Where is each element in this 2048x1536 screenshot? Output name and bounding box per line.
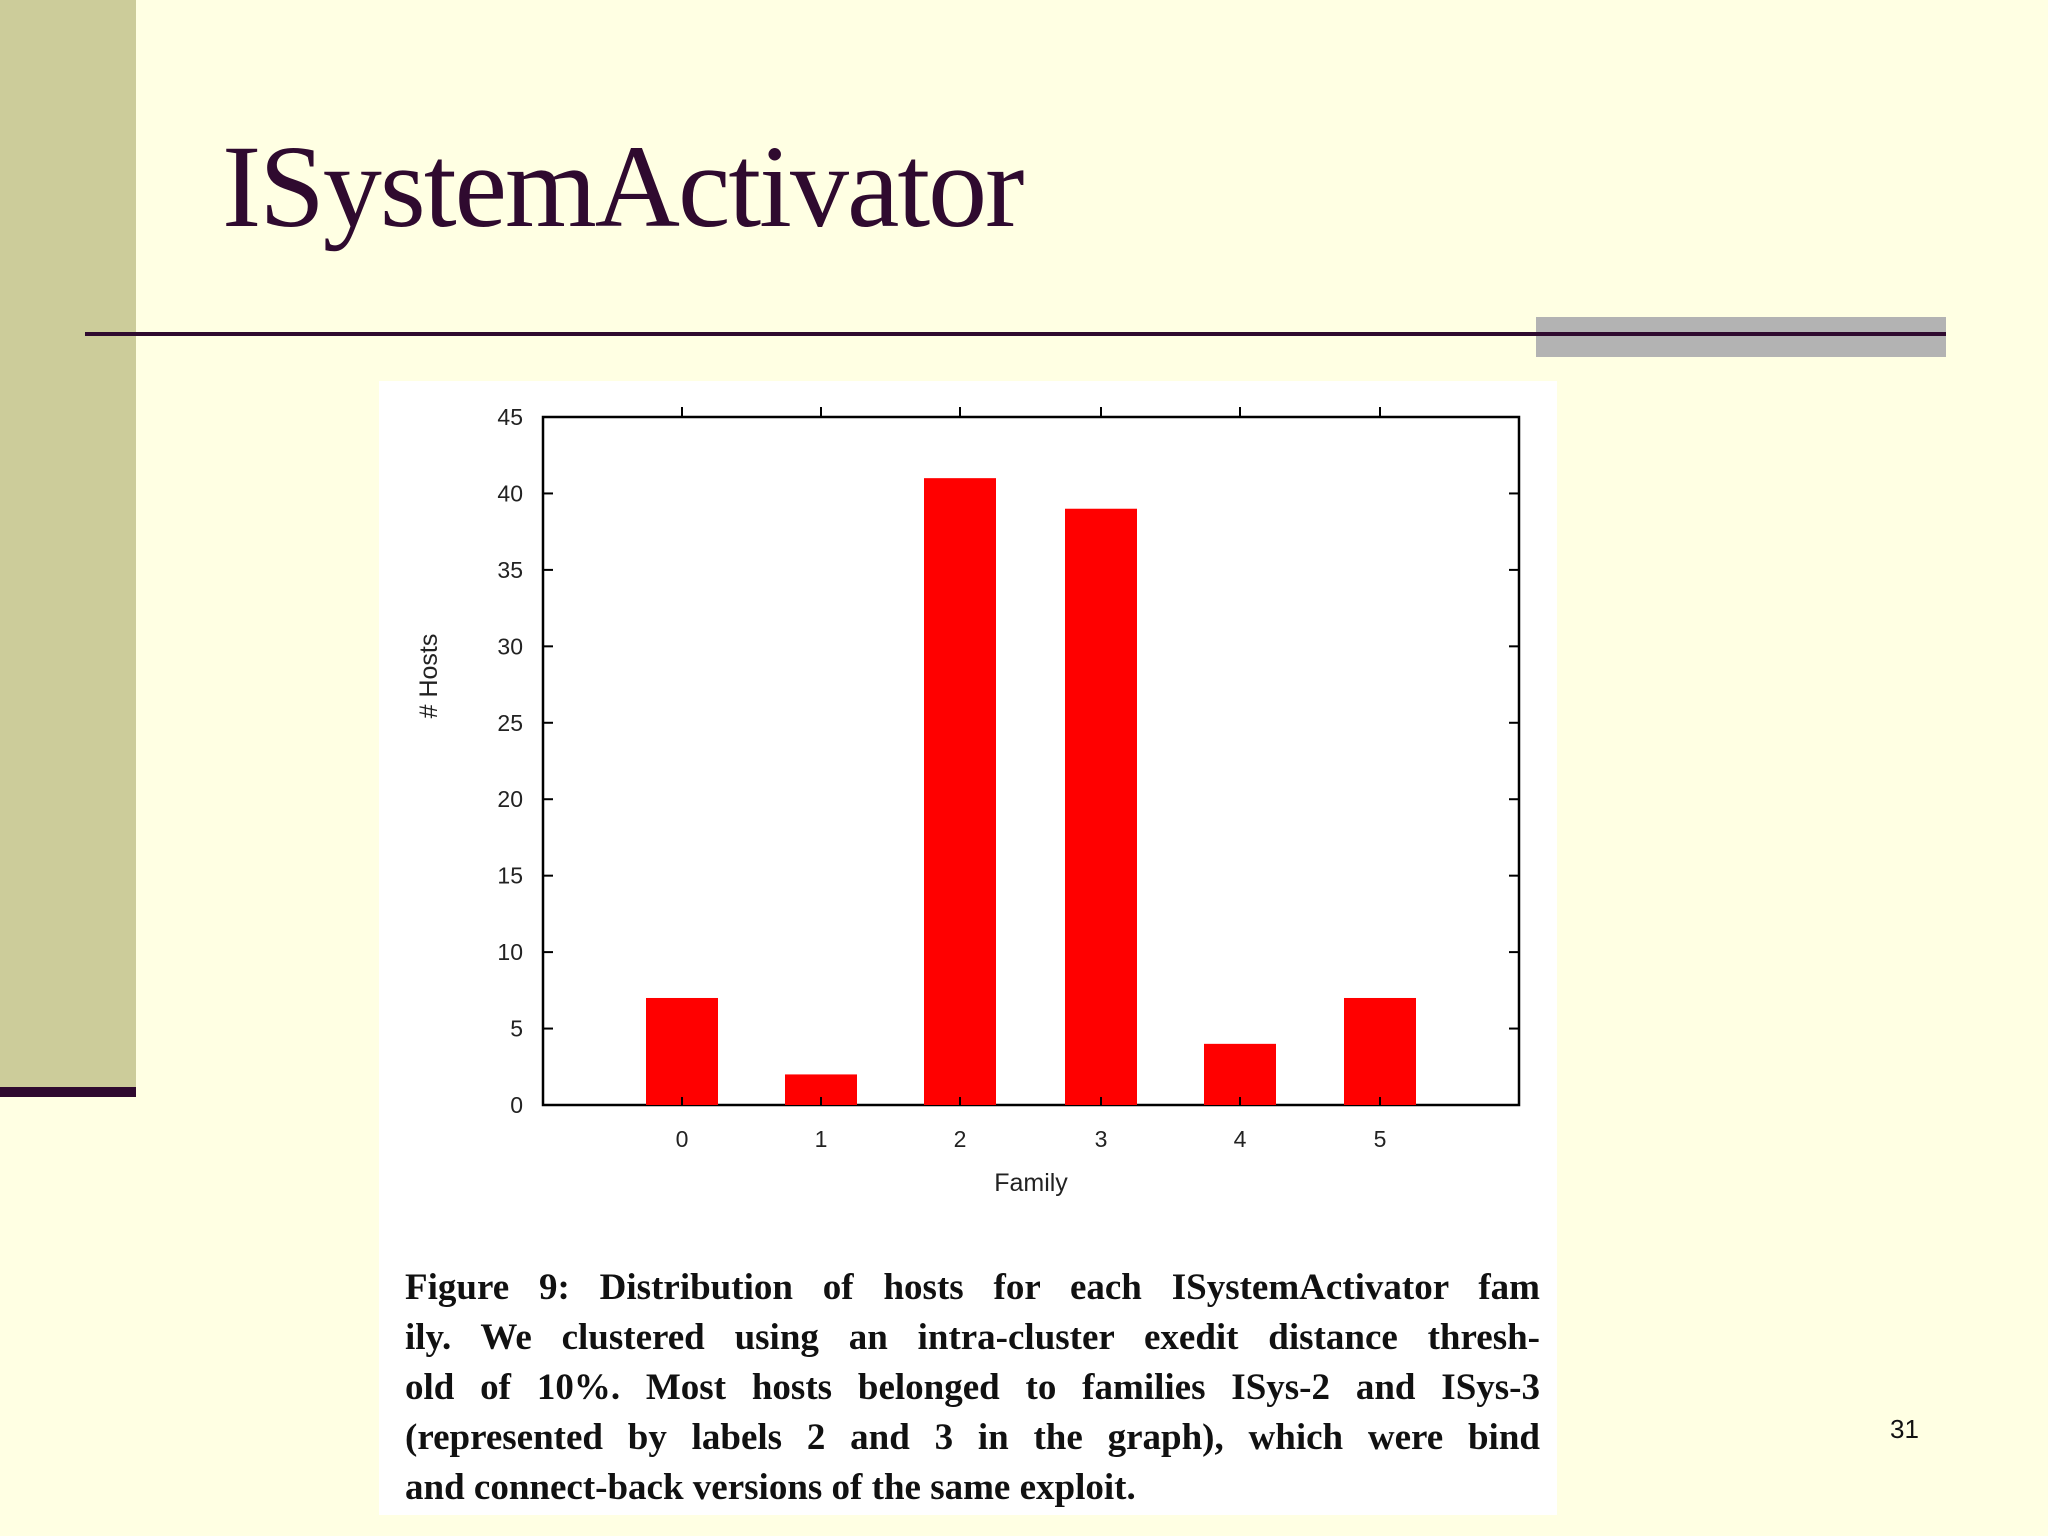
slide-number: 31 [1890, 1414, 1919, 1444]
caption-line: and connect-back versions of the same exploit. [405, 1467, 1136, 1508]
y-axis-label: # Hosts [415, 633, 443, 719]
bar [924, 478, 996, 1105]
sidebar-underline [0, 1087, 136, 1097]
sidebar-decoration [0, 0, 136, 1088]
slide-title: ISystemActivator [222, 121, 1023, 252]
y-tick-label: 35 [497, 556, 523, 583]
x-tick-label: 0 [675, 1126, 689, 1152]
y-tick-label: 15 [497, 862, 523, 889]
bar [1344, 998, 1416, 1105]
bar-chart [379, 381, 1557, 1241]
y-tick-label: 5 [510, 1015, 523, 1042]
bar [1204, 1044, 1276, 1105]
y-tick-label: 45 [497, 404, 523, 430]
y-tick-label: 0 [510, 1092, 523, 1118]
x-tick-label: 2 [953, 1126, 967, 1152]
caption-line: Figure 9: Distribution of hosts for each ISystemActivator fam [405, 1267, 1540, 1308]
rule-accent-box [1536, 317, 1946, 357]
y-tick-label: 40 [497, 480, 523, 507]
y-tick-label: 25 [497, 709, 523, 736]
y-tick-label: 30 [497, 633, 523, 660]
caption-line: ily. We clustered using an intra-cluster exedit distance thresh- [405, 1317, 1540, 1358]
y-tick-label: 10 [497, 939, 523, 966]
x-tick-label: 3 [1094, 1126, 1108, 1152]
bar [1065, 509, 1137, 1105]
x-axis-label: Family [994, 1169, 1068, 1197]
caption-line: old of 10%. Most hosts belonged to families ISys-2 and ISys-3 [405, 1367, 1540, 1408]
caption-line: (represented by labels 2 and 3 in the graph), which were bind [405, 1417, 1540, 1458]
bar [646, 998, 718, 1105]
figure-panel [379, 381, 1557, 1515]
y-tick-label: 20 [497, 786, 523, 813]
x-tick-label: 5 [1373, 1126, 1387, 1152]
x-tick-label: 4 [1233, 1126, 1247, 1152]
title-rule [85, 332, 1946, 336]
figure-caption [405, 1263, 1540, 1513]
x-tick-label: 1 [814, 1126, 828, 1152]
